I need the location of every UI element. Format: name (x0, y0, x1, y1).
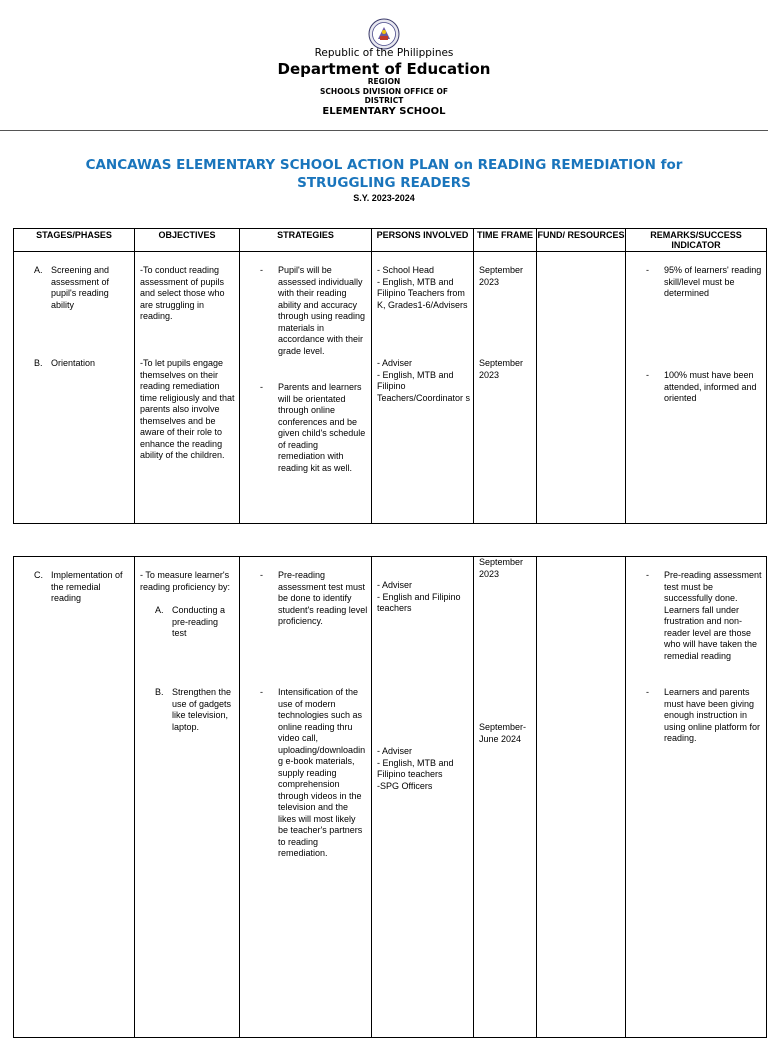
row-a-persons: - School Head - English, MTB and Filipino Teachers from K, Grades1-6/Advisers (377, 265, 468, 310)
office-lines (0, 77, 768, 106)
action-plan-table-2 (13, 556, 767, 1038)
col-header-fund: FUND/ RESOURCES (537, 229, 626, 252)
department-name: Department of Education (277, 60, 491, 78)
row-c-marker: C. (34, 570, 43, 580)
row-a-remark: 95% of learners' reading skill/level must be determined (664, 265, 762, 298)
row-c-persons-2: - Adviser - English, MTB and Filipino teachers -SPG Officers (377, 746, 454, 791)
row-a-time: September 2023 (479, 265, 524, 287)
row-a-marker: A. (34, 265, 43, 275)
row-c-persons-1: - Adviser - English and Filipino teachers (377, 580, 461, 613)
row-c-time-2: September-June 2024 (479, 722, 527, 744)
row-a-stage: Screening and assessment of pupil's reading ability (51, 265, 110, 310)
region-line: REGION (367, 77, 401, 86)
row-c-remark-1: Pre-reading assessment test must be successfully done. Learners fall under frustration and non-reader level are those who will have taken the remedial reading (664, 570, 762, 661)
fund-cell (537, 252, 626, 524)
row-a-strategy: Pupil's will be assessed individually with their reading ability and accuracy through using reading materials in accordance with their grade level. (278, 265, 366, 356)
col-header-stages: STAGES/PHASES (14, 229, 135, 252)
school-year: S.Y. 2023-2024 (353, 193, 415, 203)
row-c-time-1: September 2023 (479, 557, 524, 579)
fund-cell (537, 557, 626, 1038)
row-a-objective: -To conduct reading assessment of pupils and select those who are struggling in reading. (140, 265, 225, 321)
row-c-sub-b-marker: B. (155, 687, 164, 697)
row-c-sub-a: Conducting a pre-reading test (172, 605, 226, 638)
table-row: C. Implementation of the remedial reading - To measure learner's reading proficiency by: A. Conducting a pre-reading test B. Strengthen the use of gadgets like television, laptop. - Pre-reading assessment test must be done to identify student's reading level proficiency. - Intensification of the use of modern technologies such as online reading thru video call, uploading/downloadin g e-book materials, supply reading comprehension through videos in the television and the likes will most likely be teacher's partners to reading remediation. - Adviser - English and Filipino teachers - Adviser - English, MTB and Filipino teachers -SPG Officers September 2023 September-June 2024 - Pre-reading assessment test must be successfully done. Learners fall under frustration and non-reader level are those who will have taken the remedial reading - Learners and parents must have been giving enough instruction in using online platform for reading. (14, 557, 767, 1038)
row-b-objective: -To let pupils engage themselves on their reading remediation time religiously and that parents also involve themselves and be aware of their role to enhance the reading ability of the children. (140, 358, 235, 460)
district-line: DISTRICT (364, 96, 404, 105)
row-c-stage: Implementation of the remedial reading (51, 570, 123, 603)
col-header-remarks: REMARKS/SUCCESS INDICATOR (626, 229, 767, 252)
row-b-marker: B. (34, 358, 43, 368)
header-divider (0, 130, 768, 131)
col-header-time: TIME FRAME (474, 229, 537, 252)
row-b-stage: Orientation (51, 358, 96, 368)
row-c-strategy-2: Intensification of the use of modern technologies such as online reading thru video call, uploading/downloadin g e-book materials, supply reading comprehension through videos in the television and the likes will most likely be teacher's partners to reading remediation. (278, 687, 366, 858)
row-b-strategy: Parents and learners will be orientated through online conferences and be given child's schedule of reading remediation with reading kit as well. (278, 382, 366, 473)
action-plan-table-1 (13, 228, 767, 524)
plan-title: CANCAWAS ELEMENTARY SCHOOL ACTION PLAN on READING REMEDIATION for STRUGGLING READERS (85, 157, 683, 191)
row-c-objective: - To measure learner's reading proficiency by: (140, 570, 231, 592)
row-c-strategy-1: Pre-reading assessment test must be done to identify student's reading level proficiency. (278, 570, 368, 626)
row-b-persons: - Adviser - English, MTB and Filipino Teachers/Coordinator s (377, 358, 471, 403)
row-b-remark: 100% must have been attended, informed and oriented (664, 370, 757, 403)
col-header-persons: PERSONS INVOLVED (372, 229, 474, 252)
row-c-sub-a-marker: A. (155, 605, 164, 615)
col-header-objectives: OBJECTIVES (135, 229, 240, 252)
deped-seal-icon (368, 18, 400, 50)
row-b-time: September 2023 (479, 358, 524, 380)
republic-line: Republic of the Philippines (314, 47, 454, 59)
school-line: ELEMENTARY SCHOOL (322, 106, 446, 117)
row-c-sub-b: Strengthen the use of gadgets like television, laptop. (172, 687, 232, 732)
table-row: A. Screening and assessment of pupil's reading ability B. Orientation -To conduct reading assessment of pupils and select those who are struggling in reading. -To let pupils engage themselves on their reading remediation time religiously and that parents also involve themselves and be aware of their role to enhance the reading ability of the children. - Pupil's will be assessed individually with their reading ability and accuracy through using reading materials in accordance with their grade level. - Parents and learners will be orientated through online conferences and be given child's schedule of reading remediation with reading kit as well. - School Head - English, MTB and Filipino Teachers from K, Grades1-6/Advisers - Adviser - English, MTB and Filipino Teachers/Coordinator s September 2023 September 2023 - 95% of learners' reading skill/level must be determined - 100% must have been attended, informed and oriented (14, 252, 767, 524)
table-header-row (14, 229, 767, 252)
row-c-remark-2: Learners and parents must have been giving enough instruction in using online platform for reading. (664, 687, 761, 743)
division-line: SCHOOLS DIVISION OFFICE OF (320, 86, 448, 96)
col-header-strategies: STRATEGIES (240, 229, 372, 252)
